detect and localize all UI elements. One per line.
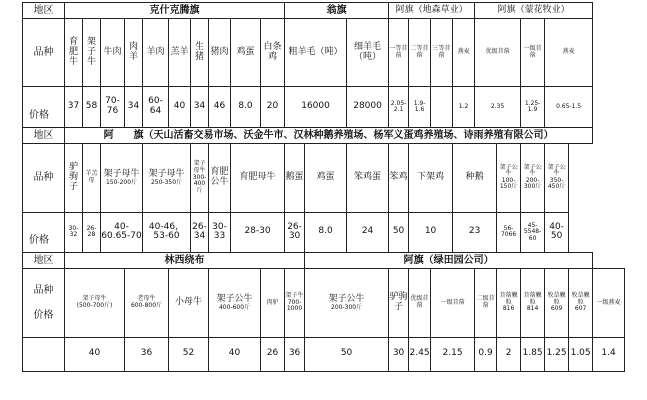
price-cell: 26-30 — [285, 212, 305, 253]
price-table — [22, 2, 625, 372]
price-cell: 40-60.65-70 — [101, 212, 143, 253]
item-cell: 燕麦 — [545, 19, 593, 87]
price-cell: 2.45 — [409, 337, 431, 371]
item-cell — [497, 144, 521, 212]
price-cell: 10 — [409, 212, 453, 253]
price-cell: 28-30 — [231, 212, 285, 253]
price-cell: 1.25 — [545, 337, 569, 371]
item-cell: 三等苜蓿 — [431, 19, 453, 87]
variety-label-1: 品种 — [23, 19, 65, 87]
price-cell: 50 — [305, 337, 389, 371]
item-cell: 驴驹子 — [389, 269, 409, 337]
item-text: 架子公牛 — [216, 293, 253, 304]
price-cell: 28000 — [347, 87, 389, 128]
price-cell: 8.0 — [305, 212, 347, 253]
price-cell: 20 — [261, 87, 285, 128]
item-cell: 细羊毛（吨） — [347, 19, 389, 87]
item-cell: 一级燕麦 — [593, 269, 625, 337]
price-cell: 0.65-1.5 — [545, 87, 593, 128]
price-label-text: 价格 — [29, 235, 49, 247]
item-cell — [65, 269, 125, 337]
item-cell: 笨鸡蛋 — [347, 144, 389, 212]
price-cell: 37 — [65, 87, 83, 128]
item-cell: 鸡蛋 — [305, 144, 347, 212]
item-note: 100-150斤 — [499, 176, 518, 191]
price-label-text: 价格 — [29, 110, 49, 122]
price-cell: 50 — [389, 212, 409, 253]
item-cell: 二等苜蓿 — [409, 19, 431, 87]
region-title-aqi-markets: 阿 旗（天山活畜交易市场、沃金牛市、汉林种鹅养殖场、杨军义蛋鸡养殖场、诗雨养殖有限公司） — [65, 128, 593, 144]
area-label-1: 地区 — [23, 3, 65, 19]
item-note: 600-800斤 — [130, 301, 163, 309]
price-cell: 30-32 — [65, 212, 83, 253]
item-cell: 牛肉 — [101, 19, 125, 87]
item-text: 架子公牛 — [328, 293, 365, 304]
price-text: 价格 — [33, 309, 54, 321]
item-cell — [521, 144, 545, 212]
item-text: 牧草颗粒 — [571, 292, 590, 306]
item-cell: 羔羊 — [169, 19, 191, 87]
item-cell: 二级苜蓿 — [475, 269, 497, 337]
item-cell — [305, 269, 389, 337]
item-cell: 粗羊毛（吨） — [285, 19, 347, 87]
item-text: 老母牛 — [137, 295, 156, 303]
price-cell: 2.15 — [431, 337, 475, 371]
region-title-aqi-disen: 阿旗（地森草业） — [389, 3, 475, 19]
price-cell: 2.05-2.1 — [389, 87, 409, 128]
item-cell — [125, 269, 169, 337]
area-label-3: 地区 — [23, 253, 65, 269]
item-cell: 下架鸡 — [409, 144, 453, 212]
item-cell: 羊羔母 — [83, 144, 101, 212]
item-cell: 种鹅 — [453, 144, 497, 212]
item-note: 200-300斤 — [523, 176, 542, 191]
item-note: 609 — [550, 305, 563, 313]
item-cell: 育肥公牛 — [209, 144, 231, 212]
price-cell: 40 — [65, 337, 125, 371]
item-cell — [101, 144, 143, 212]
price-cell: 16000 — [285, 87, 347, 128]
item-note: 250-350斤 — [150, 178, 183, 186]
item-note: 816 — [502, 305, 515, 313]
item-note: 300-400斤 — [192, 173, 207, 194]
item-note: 150-200斤 — [105, 178, 138, 186]
item-cell — [521, 269, 545, 337]
item-text: 架子母牛 — [82, 295, 107, 303]
price-cell: 46 — [209, 87, 231, 128]
item-cell — [191, 144, 209, 212]
item-cell: 鹅蛋 — [285, 144, 305, 212]
price-cell: 0.9 — [475, 337, 497, 371]
item-note: 814 — [526, 305, 539, 313]
item-text: 架子公牛 — [499, 163, 518, 178]
item-cell: 猪肉 — [209, 19, 231, 87]
item-cell: 优级苜蓿 — [475, 19, 521, 87]
item-note: (500-700斤) — [76, 301, 113, 309]
item-text: 牧草颗粒 — [547, 292, 566, 306]
price-cell: 1.25-1.9 — [521, 87, 545, 128]
price-cell: 45-5548-60 — [521, 212, 545, 253]
area-label-2: 地区 — [23, 128, 65, 144]
region-title-wengqi: 翁旗 — [285, 3, 389, 19]
variety-text: 品种 — [33, 284, 54, 296]
region-title-linxi: 林西绕布 — [65, 253, 305, 269]
item-text: 架子公牛 — [547, 163, 566, 178]
item-cell — [143, 144, 191, 212]
item-text: 架子母牛 — [193, 160, 206, 174]
price-label-2 — [23, 212, 65, 253]
price-cell: 40-46，53-60 — [143, 212, 191, 253]
price-cell: 60-64 — [143, 87, 169, 128]
item-cell: 育肥母牛 — [231, 144, 285, 212]
variety-label-3 — [23, 269, 65, 337]
item-text: 架子母牛 — [103, 168, 140, 179]
price-cell: 2 — [497, 337, 521, 371]
price-cell: 1.85 — [521, 337, 545, 371]
price-cell: 26-28 — [83, 212, 101, 253]
price-cell: 1.05 — [569, 337, 593, 371]
price-cell: 34 — [191, 87, 209, 128]
item-cell: 架子牛 — [83, 19, 101, 87]
item-note: 607 — [574, 305, 587, 313]
region-title-keshiketeng: 克什克腾旗 — [65, 3, 285, 19]
price-cell: 1.4 — [593, 337, 625, 371]
price-cell: 36 — [285, 337, 305, 371]
item-cell — [545, 144, 569, 212]
price-cell: 40 — [209, 337, 261, 371]
price-cell: 1.9-1.6 — [409, 87, 431, 128]
item-cell: 一级苜蓿 — [521, 19, 545, 87]
item-cell: 鸡蛋 — [231, 19, 261, 87]
item-cell: 肉羊 — [125, 19, 143, 87]
item-cell: 优级苜蓿 — [409, 269, 431, 337]
item-cell: 白条鸡 — [261, 19, 285, 87]
price-cell: 24 — [347, 212, 389, 253]
item-cell: 肉驴 — [261, 269, 285, 337]
item-cell: 一级苜蓿 — [431, 269, 475, 337]
price-cell: 70-76 — [101, 87, 125, 128]
item-cell: 育肥牛 — [65, 19, 83, 87]
item-cell — [569, 269, 593, 337]
price-cell: 30 — [389, 337, 409, 371]
item-text: 架子牛 — [285, 292, 304, 300]
price-cell: 26 — [261, 337, 285, 371]
item-note: 400-600斤 — [218, 303, 251, 311]
price-cell: 36 — [125, 337, 169, 371]
price-cell: 1.2 — [453, 87, 475, 128]
price-cell: 56-7066 — [497, 212, 521, 253]
price-cell: 40 — [169, 87, 191, 128]
item-cell — [285, 269, 305, 337]
item-cell: 生猪 — [191, 19, 209, 87]
item-note: 200-300斤 — [331, 303, 363, 311]
item-cell: 小母牛 — [169, 269, 209, 337]
price-cell: 26-34 — [191, 212, 209, 253]
price-cell: 40-50 — [545, 212, 569, 253]
item-cell: 燕麦 — [453, 19, 475, 87]
item-text: 苜蓿颗粒 — [523, 292, 542, 306]
price-cell: 30-33 — [209, 212, 231, 253]
region-title-aqi-lvtianyuan: 阿旗（绿田园公司） — [305, 253, 593, 269]
price-cell: 58 — [83, 87, 101, 128]
item-cell — [545, 269, 569, 337]
item-cell: 驴驹子 — [65, 144, 83, 212]
item-note: 350-450斤 — [547, 176, 566, 191]
price-cell: 2.35 — [475, 87, 521, 128]
price-cell — [431, 87, 453, 128]
price-label-1 — [23, 87, 65, 128]
item-text: 架子公牛 — [523, 163, 542, 178]
item-text: 架子母牛 — [148, 168, 185, 179]
price-label-3-blank — [23, 337, 65, 371]
price-cell: 8.0 — [231, 87, 261, 128]
price-cell: 34 — [125, 87, 143, 128]
item-cell: 一等苜蓿 — [389, 19, 409, 87]
price-cell: 52 — [169, 337, 209, 371]
item-text: 苜蓿颗粒 — [499, 292, 518, 306]
item-cell — [497, 269, 521, 337]
item-cell — [209, 269, 261, 337]
item-cell: 羊肉 — [143, 19, 169, 87]
item-note: 700-1000 — [286, 298, 303, 313]
price-cell: 23 — [453, 212, 497, 253]
item-cell: 笨鸡 — [389, 144, 409, 212]
region-title-aqi-menghua: 阿旗（蒙花牧业） — [475, 3, 593, 19]
variety-label-2: 品种 — [23, 144, 65, 212]
